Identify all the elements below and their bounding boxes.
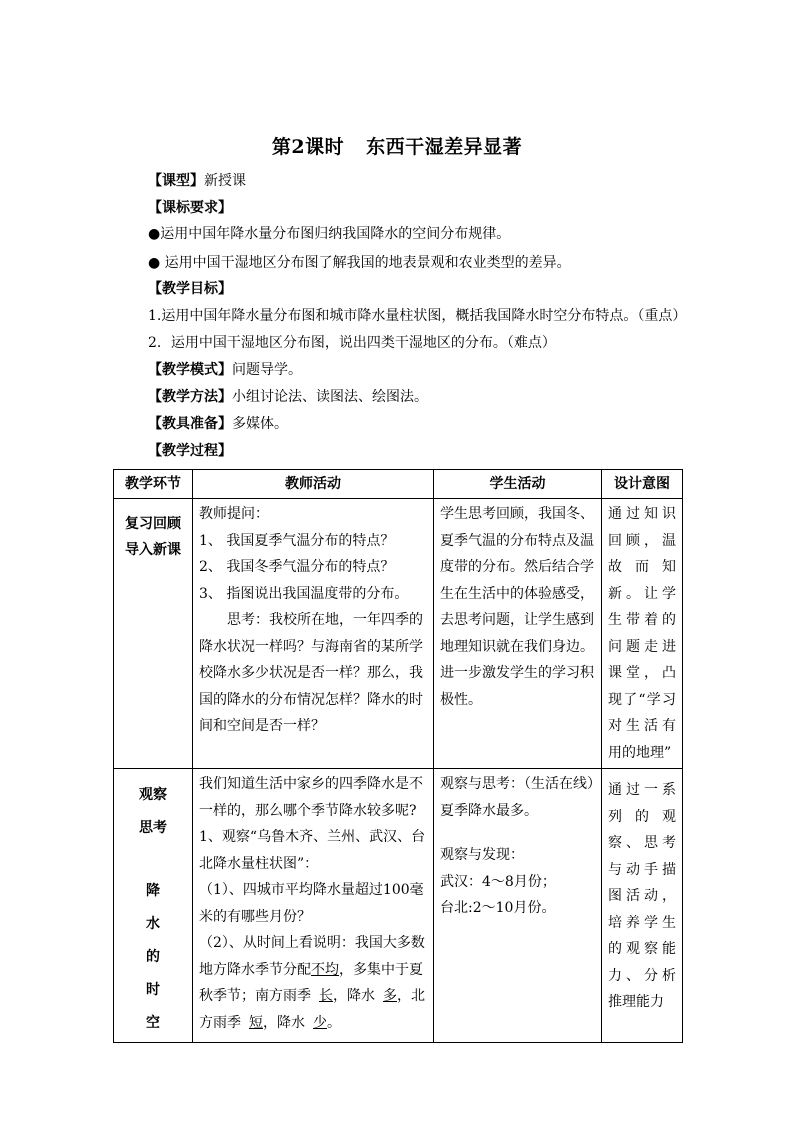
curriculum-heading: 【课标要求】 [148, 200, 232, 216]
page-title [0, 132, 794, 159]
tools-line: 【教具准备】多媒体。 [148, 416, 288, 432]
table-row [114, 769, 683, 1043]
lesson-type-label: 【课型】 [148, 173, 204, 189]
fill-blank: 多 [383, 988, 397, 1004]
header-design: 设计意图 [602, 470, 683, 499]
design-intent-cell: 通过知识回顾，温故而知新。让学生带着的问题走进课堂，凸现了“学习对生活有用的地理” [602, 499, 683, 769]
table-header-row [114, 470, 683, 499]
header-student: 学生活动 [434, 470, 602, 499]
objectives-heading: 【教学目标】 [148, 281, 232, 297]
curriculum-item-2: ● 运用中国干湿地区分布图了解我国的地表景观和农业类型的差异。 [148, 255, 571, 271]
fill-blank: 不均 [311, 961, 339, 978]
lesson-type-line [148, 171, 246, 191]
curriculum-item-1: ●运用中国年降水量分布图归纳我国降水的空间分布规律。 [148, 226, 511, 242]
fill-blank: 短 [249, 1014, 263, 1031]
lesson-number: 第2课时 [271, 136, 345, 158]
objective-item-2: 2．运用中国干湿地区分布图，说出四类干湿地区的分布。（难点） [148, 335, 556, 351]
table-row [114, 499, 683, 769]
lesson-type-value: 新授课 [204, 173, 246, 189]
stage-cell: 复习回顾 导入新课 [114, 499, 193, 769]
stage-cell: 观察 思考 降 水 的 时 空 [114, 769, 193, 1043]
student-activity-cell: 观察与思考：（生活在线） 夏季降水最多。 观察与发现： 武汉：4～8月份； 台北:2～10月份。 [434, 769, 602, 1043]
fill-blank: 少 [313, 1014, 327, 1031]
header-teacher: 教师活动 [193, 470, 434, 499]
lesson-topic: 东西干湿差异显著 [366, 136, 523, 158]
mode-line: 【教学模式】问题导学。 [148, 362, 302, 378]
objective-item-1: 1.运用中国年降水量分布图和城市降水量柱状图，概括我国降水时空分布特点。（重点） [148, 308, 687, 324]
student-activity-cell: 学生思考回顾，我国冬、夏季气温的分布特点及温度带的分布。然后结合学生在生活中的体验感受，去思考问题，让学生感到地理知识就在我们身边。进一步激发学生的学习积极性。 [434, 499, 602, 769]
teaching-process-table [113, 469, 683, 1043]
header-stage: 教学环节 [114, 470, 193, 499]
design-intent-cell: 通过一系列的观察、思考与动手描图活动，培养学生的观察能力、分析推理能力 [602, 769, 683, 1043]
fill-blank: 长 [319, 988, 333, 1004]
methods-line: 【教学方法】小组讨论法、读图法、绘图法。 [148, 389, 428, 405]
teacher-activity-cell: 教师提问： 1、 我国夏季气温分布的特点？ 2、 我国冬季气温分布的特点？ 3、 指图说出我国温度带的分布。 思考：我校所在地，一年四季的降水状况一样吗？与海南省的某所学校降水多少状况是否一样？那么，我国的降水的分布情况怎样？降水的时间和空间是否一样？ [193, 499, 434, 769]
process-heading: 【教学过程】 [148, 443, 232, 459]
teacher-activity-cell: 我们知道生活中家乡的四季降水是不一样的，那么哪个季节降水较多呢? 1、观察“乌鲁木齐、兰州、武汉、台北降水量柱状图”： （1）、四城市平均降水量超过100毫米的有哪些月份？ （2）、从时间上看说明：我国大多数地方降水季节分配不均，多集中于夏秋季节；南方雨季 长，降水 多，北方雨季 短，降水 少。 [193, 769, 434, 1043]
